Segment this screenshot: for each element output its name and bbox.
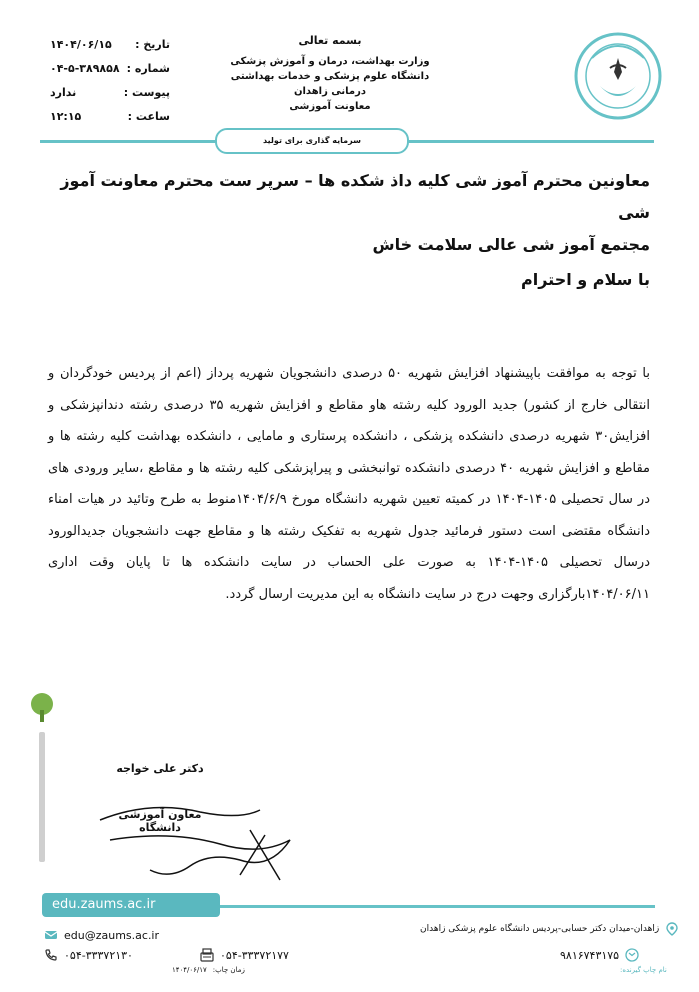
letter-metadata [50, 33, 170, 129]
print-time-label: زمان چاپ: [212, 966, 245, 974]
attachment-row [50, 81, 170, 105]
green-tree-icon [22, 690, 62, 870]
header-rule-right [404, 140, 654, 143]
attachment-label: پیوست : [123, 86, 170, 99]
letterhead [230, 33, 430, 114]
email-link[interactable]: edu@zaums.ac.ir [64, 928, 160, 942]
time-row [50, 105, 170, 129]
university-logo-icon [570, 28, 666, 124]
slogan-badge: سرمایه گذاری برای تولید [215, 128, 409, 154]
letter-body: با توجه به موافقت باپیشنهاد افزایش شهریه ۵۰ درصدی دانشجویان شهریه پرداز (اعم از پردیس خودگردان و انتقالی خارج از کشور) جدید الورود کلیه رشته هاو مقاطع و افزایش شهریه ۳۵ درصدی رشته دندانپزشکی و افزایش۳۰ شهریه درصدی دانشکده پزشکی ، دانشکده پرستاری و مامایی ، دانشکده بهداشت کلیه رشته ها و مقاطع و افزایش شهریه ۴۰ درصدی دانشکده توانبخشی و پیراپزشکی کلیه رشته ها و مقاطع ،سایر ورودی های در سال تحصیلی ۱۴۰۵-۱۴۰۴ در کمیته تعیین شهریه دانشگاه مورخ ۱۴۰۴/۶/۹منوط به طرح وتائید در هیات امناء دانشگاه مقتضی است دستور فرمائید جدول شهریه به تفکیک رشته ها و مقاطع جهت دانشجویان جدیدالورود درسال تحصیلی ۱۴۰۵-۱۴۰۴ به صورت علی الحساب در سایت دانشکده ها تا پایان وقت اداری ۱۴۰۴/۰۶/۱۱بارگزاری وجهت درج در سایت دانشگاه به این مدیریت ارسال گردد. [48, 366, 650, 602]
sms-number: ۹۸۱۶۷۴۳۱۷۵ [560, 948, 620, 962]
header-rule-left [40, 140, 216, 143]
phone-number: ۰۵۴-۳۳۳۷۲۱۳۰ [64, 948, 133, 962]
number-value: ۰۴-۵-۳۸۹۸۵۸ [50, 62, 120, 75]
department-name: معاونت آموزشی [289, 101, 371, 112]
receiver-label: نام چاپ گیرنده: [620, 966, 667, 974]
print-time-value: ۱۴۰۴/۰۶/۱۷ [172, 966, 207, 974]
time-label: ساعت : [127, 110, 170, 123]
recipient-line-2: مجتمع آموز شی عالی سلامت خاش [372, 235, 650, 254]
fax-icon [200, 948, 214, 962]
greeting: با سلام و احترام [521, 270, 650, 289]
email-row [44, 928, 159, 942]
address-text: زاهدان-میدان دکتر حسابی-پردیس دانشگاه علوم پزشکی زاهدان [420, 924, 660, 934]
number-row [50, 57, 170, 81]
number-label: شماره : [126, 62, 170, 75]
sms-icon [625, 948, 639, 962]
sms-row [560, 948, 639, 962]
print-time [172, 966, 245, 974]
signer-title: معاون آموزشی دانشگاه [118, 808, 202, 834]
recipient-block [50, 165, 650, 261]
date-label: تاریخ : [135, 38, 170, 51]
attachment-value: ندارد [50, 86, 77, 99]
email-icon [44, 928, 58, 942]
university-name: دانشگاه علوم پزشکی و خدمات بهداشتی درمانی زاهدان [230, 71, 430, 97]
date-value: ۱۴۰۴/۰۶/۱۵ [50, 38, 112, 51]
footer-rule [200, 905, 655, 908]
address-row [420, 922, 679, 936]
ministry-name: وزارت بهداشت، درمان و آموزش پزشکی [230, 56, 430, 67]
phone-icon [44, 948, 58, 962]
location-pin-icon [665, 922, 679, 936]
fax-number: ۰۵۴-۳۳۳۷۲۱۷۷ [220, 948, 289, 962]
fax-row [200, 948, 289, 962]
recipient-line-1: معاونین محترم آموز شی کلیه داذ شکده ها – سرپر ست محترم معاونت آموز شی [60, 171, 650, 222]
date-row [50, 33, 170, 57]
website-link[interactable]: edu.zaums.ac.ir [42, 893, 220, 917]
signer-name: دکتر علی خواجه [116, 762, 204, 775]
phone-row [44, 948, 133, 962]
time-value: ۱۲:۱۵ [50, 110, 82, 123]
bismillah: بسمه تعالی [298, 34, 362, 47]
